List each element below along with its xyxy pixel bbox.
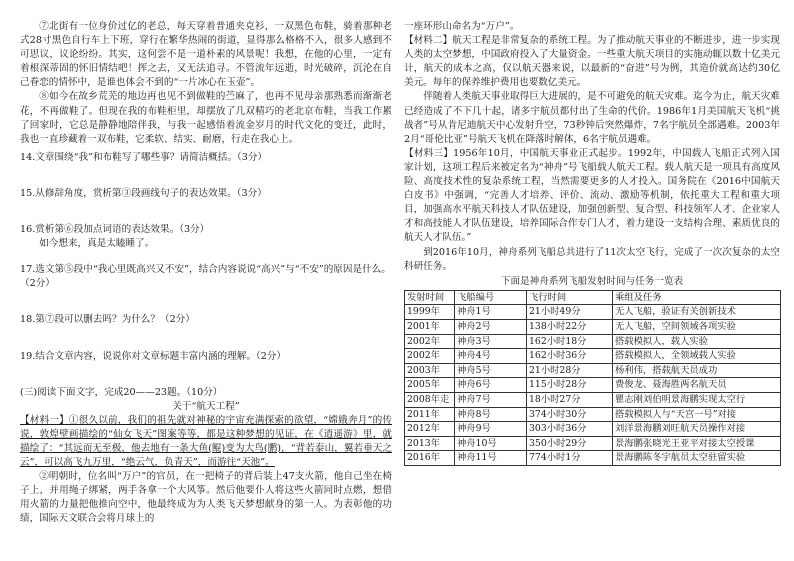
table-row — [405, 436, 781, 451]
table-title: 下面是神舟系列飞船发射时间与任务一览表 — [500, 275, 684, 287]
table-cell: 2012年 — [405, 422, 455, 437]
table-cell: 303小时36分 — [527, 422, 613, 437]
table-cell: 21小时28分 — [527, 363, 613, 378]
material-1-part-2: ②明朝时，位名叫“万户”的官员，在一把椅子的背后装上47支火箭，他自己坐在椅子上，并用绳子绑紧，两手各拿一个大风筝。然后他要仆人将这些火箭同时点燃，想借用火箭的力量把他推向空中，他最终成为为人类飞天梦想献身的第一人。为表彰他的功绩，国际天文联合会将月球上的 — [20, 471, 392, 525]
table-cell: 神舟3号 — [455, 334, 527, 349]
paragraph-7: ⑦北街有一位身价过亿的老总，每天穿着普通夹克衫，一双黑色布鞋，骑着那种老式28寸黑色自行车上下班，穿行在繁华热闹的街道，显得那么格格不入，很多人感到不可思议，议论纷纷。其实，这何尝不是一道朴素的风景呢！我想，在他的心里，一定有着根深蒂固的怀旧情结吧！挥之去，又无法追寻。不管流年远逝，时光破碎，沉沦在自己眷恋的情怀中，是谁也体会不到的“一片冰心在玉壶”。 — [20, 21, 392, 89]
table-row — [405, 305, 781, 320]
table-row — [405, 349, 781, 364]
table-row — [405, 319, 781, 334]
header-cell: 飞行时间 — [527, 290, 613, 305]
table-cell: 18小时27分 — [527, 392, 613, 407]
table-cell: 2001年 — [405, 319, 455, 334]
table-cell: 景海鹏张晓光王亚平对接太空授课 — [613, 436, 781, 451]
table-row — [405, 407, 781, 422]
table-cell: 神舟10号 — [455, 436, 527, 451]
material-2-part-2: 伴随着人类航天事业取得巨大进展的，是不可避免的航天灾难。迄今为止，航天灾难已经造成了不下几十起，诸多宇航员都付出了生命的代价。1986年1月美国航天飞机“挑战者”号从肯尼迪航天中心发射升空，73秒钟后突然爆炸，7名宇航员全部遇难。2003年2月“哥伦比亚”号航天飞机在降落时解体，6名宇航员遇难。 — [404, 91, 780, 145]
table-row — [405, 334, 781, 349]
table-cell: 景海鹏陈冬宇航员太空驻留实验 — [613, 451, 781, 466]
header-cell: 飞船编号 — [455, 290, 527, 305]
section-3-heading: (三)阅读下面文字，完成20——23题。（10分） — [20, 386, 223, 398]
table-cell: 774小时1分 — [527, 451, 613, 466]
table-cell: 2002年 — [405, 349, 455, 364]
table-cell: 374小时30分 — [527, 407, 613, 422]
material-3: 【材料三】1956年10月，中国航天事业正式起步。1992年，中国载人飞船正式列入国家计划，这项工程后来被定名为“神舟”号飞船载人航天工程。载人航天是一项具有高度风险、高度技术性的复杂系统工程，当然需要更多的人才投入。国务院在《2016中国航天白皮书》中强调，“完善人才培养、评价、流动、激励等机制，依托重大工程和重大项目，加强高水平航天科技人才队伍建设，加强创新型、复合型、科技领军人才、企业家人才和高技能人才队伍建设，培养国际合作专门人才，着力建设一支结构合理、素质优良的航天人才队伍。” — [404, 147, 780, 244]
table-cell: 162小时36分 — [527, 349, 613, 364]
mission-table — [404, 290, 781, 466]
section-3-title: 关于“航天工程” — [172, 400, 240, 412]
table-cell: 无人飞船，验证有关创新技术 — [613, 305, 781, 320]
table-cell: 2002年 — [405, 334, 455, 349]
table-cell: 搭载模拟人与“天宫一号”对接 — [613, 407, 781, 422]
table-cell: 费俊龙、聂海胜两名航天员 — [613, 378, 781, 393]
table-cell: 138小时22分 — [527, 319, 613, 334]
table-cell: 杨利伟，搭载航天员成功 — [613, 363, 781, 378]
material-1: 【材料一】①很久以前，我们的祖先就对神秘的宇宙充满探索的欲望，“嫦娥奔月”的传说，敦煌壁画描绘的“仙女飞天”图案等等，都是这种梦想的见证，在《逍遥游》里，就描绘了：“其远而无至极，他去地有一条大鱼(鲲)变为大鸟(鹏)，“背若泰山，翼若垂天之云”，可以高飞九万里，“绝云气，负青天”，而游往“天池”。 — [20, 414, 392, 469]
question-18: 18.第⑦段可以删去吗？为什么？（2分） — [20, 314, 195, 326]
header-cell: 乘组及任务 — [613, 290, 781, 305]
table-cell: 刘洋景海鹏刘旺航天员操作对接 — [613, 422, 781, 437]
table-cell: 搭载模拟人，载人实验 — [613, 334, 781, 349]
question-16: 16.赏析第⑥段加点词语的表达效果。（3分） — [20, 224, 210, 236]
table-cell: 162小时18分 — [527, 334, 613, 349]
table-cell: 1999年 — [405, 305, 455, 320]
table-cell: 神舟9号 — [455, 422, 527, 437]
question-14: 14.文章围绕“我”和布鞋写了哪些事？请简洁概括。（3分） — [20, 151, 268, 163]
question-19: 19.结合文章内容，说说你对文章标题丰富内涵的理解。（2分） — [20, 350, 286, 362]
material-1-continued: 一座环形山命名为“万户”。 — [404, 21, 520, 32]
table-cell: 2016年 — [405, 451, 455, 466]
table-cell: 2005年 — [405, 378, 455, 393]
table-row — [405, 451, 781, 466]
table-cell: 神舟7号 — [455, 392, 527, 407]
question-15: 15.从修辞角度，赏析第③段画线句子的表达效果。（3分） — [20, 187, 267, 199]
table-cell: 神舟6号 — [455, 378, 527, 393]
table-cell: 350小时29分 — [527, 436, 613, 451]
table-cell: 2011年 — [405, 407, 455, 422]
table-cell: 无人飞船，空间领域各项实验 — [613, 319, 781, 334]
table-cell: 2013年 — [405, 436, 455, 451]
table-cell: 2008年走 — [405, 392, 455, 407]
table-cell: 神舟11号 — [455, 451, 527, 466]
table-header-row — [405, 290, 781, 305]
question-17: 17.选文第⑤段中“我心里既高兴又不安”，结合内容说说“高兴”与“不安”的原因是什么。（2分） — [20, 264, 391, 290]
table-cell: 神舟4号 — [455, 349, 527, 364]
paragraph-8: ⑧如今在故乡荒芜的地边再也见不到做鞋的苎麻了，也再不见母亲那熟悉而渐渐老花，不再做鞋了。但现在我的布鞋柜里，却摆放了几双精巧的老北京布鞋，当我工作累了回家时，它总是静静地陪伴我，与我一起感悟着流金岁月的时代文化的变迁，此时，我也一直珍藏着一双布鞋，它柔软、结实、耐磨，行走在我心上。 — [20, 91, 392, 145]
table-cell: 搭载模拟人，全领域载人实验 — [613, 349, 781, 364]
question-16-sentence: 如今想来，真是太瞌睡了。 — [39, 238, 155, 250]
table-cell: 21小时49分 — [527, 305, 613, 320]
table-cell: 神舟5号 — [455, 363, 527, 378]
table-cell: 瞿志刚刘伯明景海鹏实现太空行 — [613, 392, 781, 407]
material-3-part-2: 到2016年10月，神舟系列飞船总共进行了11次太空飞行，完成了一次次复杂的太空科研任务。 — [404, 246, 780, 272]
table-cell: 115小时28分 — [527, 378, 613, 393]
right-column — [404, 20, 780, 466]
table-cell: 神舟8号 — [455, 407, 527, 422]
header-cell: 发射时间 — [405, 290, 455, 305]
table-cell: 2003年 — [405, 363, 455, 378]
table-row — [405, 378, 781, 393]
left-column — [20, 20, 392, 527]
table-row — [405, 422, 781, 437]
table-cell: 神舟1号 — [455, 305, 527, 320]
table-row — [405, 392, 781, 407]
table-cell: 神舟2号 — [455, 319, 527, 334]
material-2: 【材料二】航天工程是非常复杂的系统工程。为了推动航天事业的不断进步，进一步实现人类的太空梦想，中国政府投入了大量资金。一些重大航天项目的实施动辄以数十亿美元计，航天的成本之高，仅以航天器来说，以最新的“奋进”号为例，其造价就高达约30亿美元。每年的保养维护费用也要数亿美元。 — [404, 35, 780, 89]
table-row — [405, 363, 781, 378]
